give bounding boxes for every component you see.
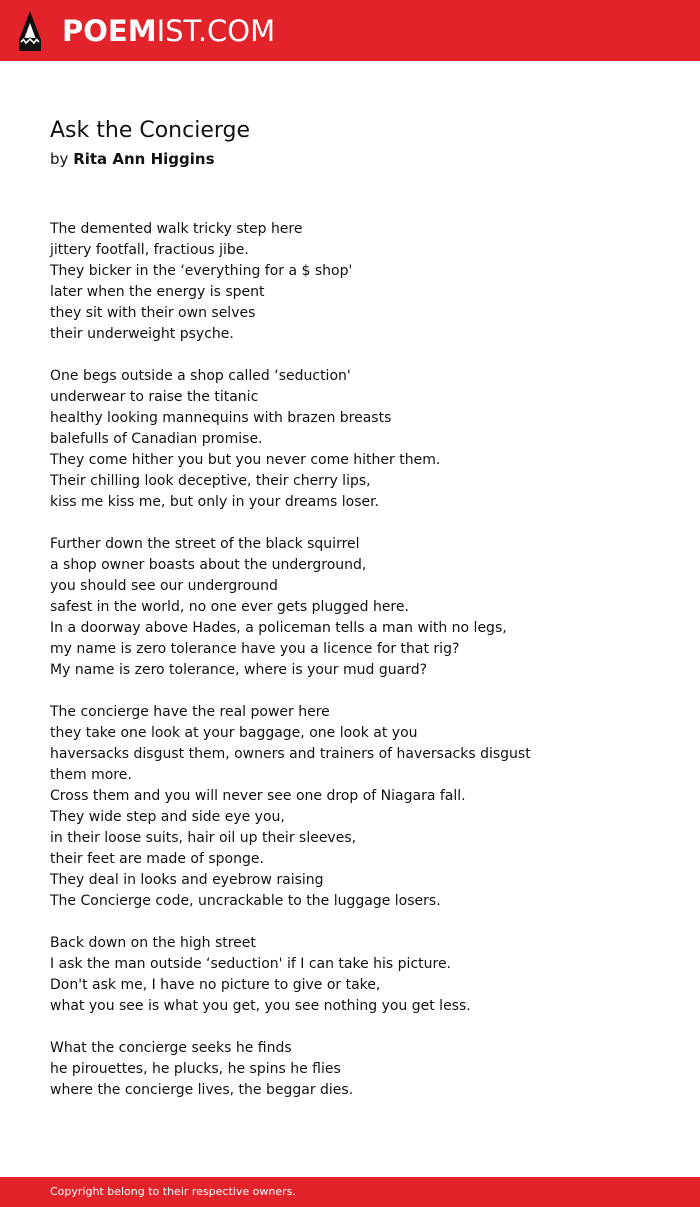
poem-stanza	[50, 933, 650, 1017]
poem-line: Their chilling look deceptive, their cherry lips,	[50, 473, 371, 489]
poem-line: The Concierge code, uncrackable to the luggage losers.	[50, 893, 441, 909]
poem-line: I ask the man outside ‘seduction' if I can take his picture.	[50, 956, 452, 972]
site-footer	[0, 1177, 700, 1207]
poem-line: Cross them and you will never see one drop of Niagara fall.	[50, 788, 466, 804]
poem-line: later when the energy is spent	[50, 284, 265, 300]
poem-title: Ask the Concierge	[50, 118, 251, 143]
poem-stanza	[50, 702, 650, 912]
poem-line: What the concierge seeks he finds	[50, 1040, 292, 1056]
poem-line: Don't ask me, I have no picture to give or take,	[50, 977, 381, 993]
poem-line: in their loose suits, hair oil up their sleeves,	[50, 830, 357, 846]
poem-line: healthy looking mannequins with brazen breasts	[50, 410, 392, 426]
poem-line: Back down on the high street	[50, 935, 256, 951]
poem-line: They deal in looks and eyebrow raising	[50, 872, 324, 888]
copyright-notice: Copyright belong to their respective owners.	[50, 1185, 296, 1198]
poem-line: They wide step and side eye you,	[50, 809, 285, 825]
poem-stanza	[50, 534, 650, 681]
poem-line: balefulls of Canadian promise.	[50, 431, 263, 447]
pencil-tip-icon	[18, 10, 42, 52]
poem-content	[50, 115, 650, 1122]
poem-line: My name is zero tolerance, where is your mud guard?	[50, 662, 428, 678]
poem-line: what you see is what you get, you see nothing you get less.	[50, 998, 471, 1014]
poem-byline	[50, 148, 650, 170]
poem-line: They come hither you but you never come hither them.	[50, 452, 441, 468]
poem-line: they take one look at your baggage, one look at you	[50, 725, 418, 741]
poem-line: The concierge have the real power here	[50, 704, 330, 720]
poem-line: a shop owner boasts about the underground,	[50, 557, 367, 573]
poem-line: The demented walk tricky step here	[50, 221, 303, 237]
poem-line: They bicker in the ‘everything for a $ shop'	[50, 263, 353, 279]
site-logo[interactable]	[18, 9, 275, 53]
poem-line: their feet are made of sponge.	[50, 851, 264, 867]
logo-wordmark	[62, 9, 275, 53]
poem-stanza	[50, 366, 650, 513]
poem-stanza	[50, 219, 650, 345]
logo-light-part: IST.COM	[156, 14, 276, 48]
poem-line: their underweight psyche.	[50, 326, 234, 342]
poem-line: jittery footfall, fractious jibe.	[50, 242, 249, 258]
poem-line: you should see our underground	[50, 578, 278, 594]
poem-line: One begs outside a shop called ‘seduction'	[50, 368, 351, 384]
poem-author[interactable]: Rita Ann Higgins	[73, 150, 215, 168]
poem-line: underwear to raise the titanic	[50, 389, 259, 405]
logo-bold-part: POEM	[62, 14, 157, 48]
poem-line: he pirouettes, he plucks, he spins he flies	[50, 1061, 341, 1077]
byline-prefix: by	[50, 150, 69, 168]
poem-line: kiss me kiss me, but only in your dreams loser.	[50, 494, 380, 510]
poem-line: safest in the world, no one ever gets plugged here.	[50, 599, 409, 615]
poem-line: In a doorway above Hades, a policeman tells a man with no legs,	[50, 620, 507, 636]
poem-line: my name is zero tolerance have you a licence for that rig?	[50, 641, 460, 657]
poem-line: Further down the street of the black squirrel	[50, 536, 360, 552]
poem-line: they sit with their own selves	[50, 305, 256, 321]
site-header	[0, 0, 700, 61]
poem-body	[50, 219, 650, 1101]
poem-line: where the concierge lives, the beggar dies.	[50, 1082, 354, 1098]
poem-line: haversacks disgust them, owners and trainers of haversacks disgust them more.	[50, 746, 531, 783]
poem-stanza	[50, 1038, 650, 1101]
